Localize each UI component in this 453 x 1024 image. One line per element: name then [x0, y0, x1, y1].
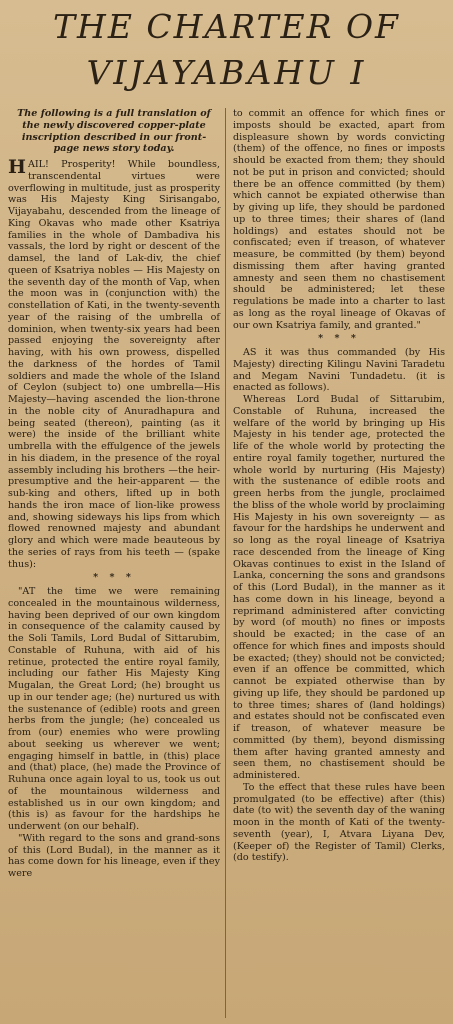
column-divider — [225, 108, 226, 1018]
intro-note: The following is a full translation of the newly discovered copper-plate inscription described in our front-page news story today. — [17, 108, 211, 155]
lineage-paragraph: "With regard to the sons and grand-sons of this (Lord Budal), in the manner as it has come down for his lineage, even if they were — [8, 832, 220, 879]
opening-paragraph-text: AIL! Prosperity! While boundless, transcendental virtues were overflowing in multitude, just as prosperity was His Majesty King Sirisangabo, Vijayabahu, descended from the lineage of King Okavas who made other Ksatriya families in the whole of Dambadiva his vassals, the lord by right or descent of the damsel, the land of Lak-div, the chief queen of Ksatriya nobles — His Majesty on the seventh day of the month of Vap, when the moon was in (conjunction with) the constellation of Kati, in the twenty-seventh year of the raising of the umbrella of dominion, when twenty-six years had been passed enjoying the sovereignty after having, with his own prowess, dispelled the darkness of the hordes of Tamil soldiers and made the whole of the Island of Ceylon (subject to) one umbrella—His Majesty—having ascended the lion-throne in the noble city of Anuradhapura and being seated (thereon), painting (as it were) the inside of the brilliant white umbrella with the effulgence of the jewels in his diadem, in the presence of the royal assembly including his brothers —the heir-presumptive and the heir-apparent — the sub-king and others, lifted up in both hands the iron mace of lion-like prowess and, showing sideways his lips from which flowed renowned majesty and abundant glory and which were made beauteous by the series of rays from his teeth — (spake thus): — [8, 159, 220, 570]
left-column — [8, 108, 220, 880]
headline-line-2: VIJAYABAHU I — [86, 53, 367, 92]
testimony-paragraph: To the effect that these rules have been promulgated (to be effective) after (this) date (to wit) the seventh day of the waning moon in the month of Kati of the twenty-seventh (year), I, Atvara Liyana Dev, (Keeper of) the Register of Tamil) Clerks, (do testify). — [233, 781, 445, 864]
command-paragraph: AS it was thus commanded (by His Majesty) directing Kilingu Navini Taradetu and Megam Navini Tundadetu. (it is enacted as follows). — [233, 347, 445, 394]
section-separator: * * * — [93, 572, 135, 584]
section-separator: * * * — [318, 333, 360, 345]
opening-paragraph — [8, 156, 220, 570]
headline — [0, 4, 453, 96]
royal-speech-paragraph: "AT the time we were remaining concealed in the mountainous wilderness, having been deprived of our own kingdom in consequence of the calamity caused by the Soli Tamils, Lord Budal of Sittarubim, Constable of Ruhuna, with aid of his retinue, protected the entire royal family, including our father His Majesty King Mugalan, the Great Lord; (he) brought us up in our tender age; (he) nurtured us with the sustenance of (edible) roots and green herbs from the jungle; (he) concealed us from (our) enemies who were prowling about seeking us wherever we went; engaging himself in battle, in (this) place and (that) place, (he) made the Province of Ruhuna once again loyal to us, took us out of the mountainous wilderness and established us in our own kingdom; and (this is) as favour for the hardships he underwent (on our behalf). — [8, 586, 220, 832]
headline-line-1: THE CHARTER OF — [53, 7, 400, 46]
whereas-paragraph: Whereas Lord Budal of Sittarubim, Constable of Ruhuna, increased the welfare of the world by bringing up His Majesty in his tender age, protected the life of the whole world by protecting the entire royal family together, nurtured the whole world by nurturing (His Majesty) with the sustenance of edible roots and green herbs from the jungle, proclaimed the bliss of the whole world by proclaiming His Majesty in his own sovereignty — as favour for the hardships he underwent and so long as the royal lineage of Ksatriya race descended from the lineage of King Okavas continues to exist in the Island of Lanka, concerning the sons and grandsons of this (Lord Budal), in the manner as it has come down in his lineage, beyond a reprimand administered after convicting by word (of mouth) no fines or imposts should be exacted; in the case of an offence for which fines and imposts should be exacted; (they) should not be convicted; even if an offence be committed, which cannot be expiated otherwise than by giving up life, they should be pardoned up to three times; shares of (land holdings) and estates should not be confiscated even if treason, of whatever measure be committed (by them), beyond dismissing them after having granted amnesty and seen them, no chastisement should be administered. — [233, 394, 445, 781]
drop-cap: H — [8, 156, 26, 178]
right-column — [233, 108, 445, 864]
continued-paragraph: to commit an offence for which fines or imposts should be exacted, apart from displeasure shown by words convicting (them) of the offence, no fines or imposts should be exacted from them; they should not be put in prison and convicted; should there be an offence committed (by them) which cannot be expiated otherwise than by giving up life, they should be pardoned up to three times; their shares of (land holdings) and estates should not be confiscated; even if treason, of whatever measure, be committed (by them) beyond dismissing them after having granted amnesty and seen them no chastisement should be administered; let these regulations be made into a charter to last as long as the royal lineage of Okavas of our own Ksatriya family, and granted." — [233, 108, 445, 331]
